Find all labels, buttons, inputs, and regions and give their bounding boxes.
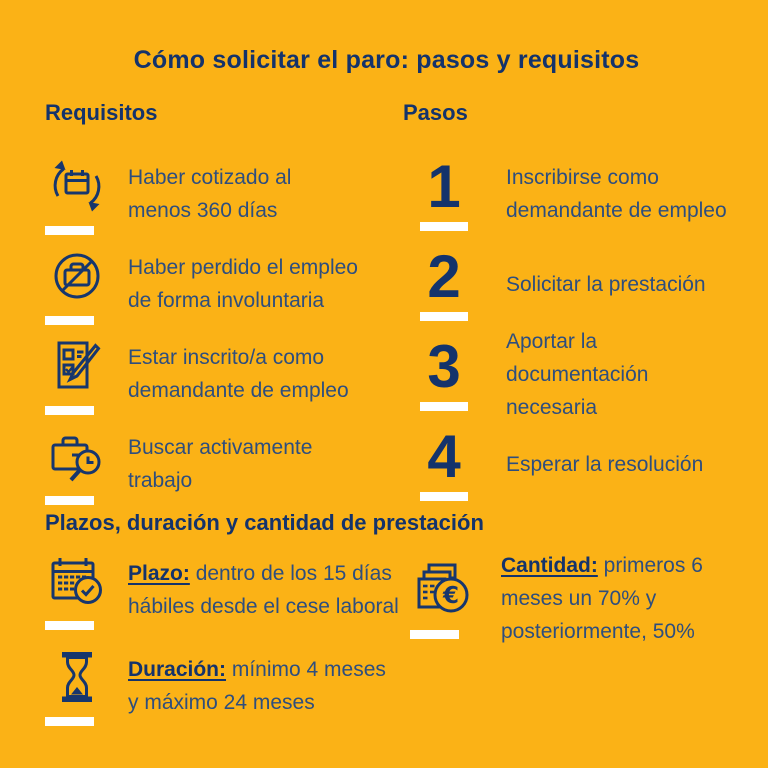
detail-label-plazo: Plazo: bbox=[128, 561, 190, 585]
step-number-block bbox=[419, 422, 469, 501]
requirement-icon-block bbox=[45, 334, 109, 415]
hourglass-icon bbox=[45, 645, 109, 709]
detail-item-plazo bbox=[45, 549, 410, 630]
no-briefcase-icon bbox=[45, 244, 109, 308]
requirements-list bbox=[45, 149, 403, 509]
step-number-block bbox=[419, 152, 469, 231]
detail-text-duracion: Duración: mínimo 4 meses y máximo 24 meses bbox=[128, 657, 386, 714]
step-item bbox=[419, 239, 728, 329]
underline-bar bbox=[45, 717, 94, 726]
step-number: 3 bbox=[427, 332, 461, 400]
underline-bar bbox=[45, 496, 94, 505]
underline-bar bbox=[420, 402, 468, 411]
requirement-text: Haber cotizado al menos 360 días bbox=[128, 166, 292, 222]
step-item bbox=[419, 419, 728, 509]
detail-icon-block bbox=[45, 645, 109, 726]
requirement-item bbox=[45, 149, 403, 239]
step-item bbox=[419, 149, 728, 239]
step-text: Solicitar la prestación bbox=[506, 272, 706, 296]
requirement-item bbox=[45, 329, 403, 419]
detail-icon-block bbox=[410, 558, 474, 639]
underline-bar bbox=[45, 621, 94, 630]
form-pen-icon bbox=[45, 334, 109, 398]
requirement-text: Buscar activamente trabajo bbox=[128, 436, 313, 492]
requirement-icon-block bbox=[45, 244, 109, 325]
step-number: 1 bbox=[427, 152, 461, 220]
step-text: Inscribirse como demandante de empleo bbox=[506, 166, 727, 222]
details-left-column bbox=[45, 549, 410, 741]
calendar-check-icon bbox=[45, 549, 109, 613]
detail-text-cantidad: Cantidad: primeros 6 meses un 70% y posteriormente, 50% bbox=[501, 554, 703, 643]
page-title: Cómo solicitar el paro: pasos y requisitos bbox=[133, 46, 640, 74]
requirement-icon-block bbox=[45, 424, 109, 505]
detail-icon-block bbox=[45, 549, 109, 630]
underline-bar bbox=[45, 316, 94, 325]
requirements-section bbox=[45, 99, 403, 509]
requirement-text: Haber perdido el empleo de forma involuntaria bbox=[128, 256, 358, 312]
step-number-block bbox=[419, 242, 469, 321]
underline-bar bbox=[420, 492, 468, 501]
steps-list bbox=[403, 149, 728, 509]
requirement-item bbox=[45, 239, 403, 329]
calendar-cycle-icon bbox=[45, 154, 109, 218]
svg-text:€: € bbox=[442, 583, 460, 609]
detail-item-cantidad bbox=[410, 549, 728, 648]
steps-heading: Pasos bbox=[403, 100, 468, 125]
underline-bar bbox=[45, 406, 94, 415]
underline-bar bbox=[410, 630, 459, 639]
details-right-column bbox=[410, 549, 728, 741]
detail-label-cantidad: Cantidad: bbox=[501, 554, 598, 577]
underline-bar bbox=[45, 226, 94, 235]
step-text: Aportar la documentación necesaria bbox=[506, 329, 649, 419]
detail-text-plazo: Plazo: dentro de los 15 días hábiles desde el cese laboral bbox=[128, 561, 399, 618]
job-search-icon bbox=[45, 424, 109, 488]
step-item bbox=[419, 329, 728, 419]
steps-section bbox=[403, 99, 728, 509]
underline-bar bbox=[420, 222, 468, 231]
step-number: 2 bbox=[427, 242, 461, 310]
euro-money-icon bbox=[410, 558, 474, 622]
requirement-item bbox=[45, 419, 403, 509]
details-section bbox=[45, 549, 728, 741]
requirement-icon-block bbox=[45, 154, 109, 235]
requirements-heading: Requisitos bbox=[45, 100, 158, 125]
detail-item-duracion bbox=[45, 645, 410, 726]
details-heading: Plazos, duración y cantidad de prestación bbox=[45, 510, 484, 535]
requirement-text: Estar inscrito/a como demandante de empleo bbox=[128, 346, 349, 402]
main-columns bbox=[45, 99, 728, 509]
underline-bar bbox=[420, 312, 468, 321]
detail-label-duracion: Duración: bbox=[128, 657, 227, 681]
step-text: Esperar la resolución bbox=[506, 452, 704, 476]
step-number-block bbox=[419, 332, 469, 411]
step-number: 4 bbox=[427, 422, 461, 490]
